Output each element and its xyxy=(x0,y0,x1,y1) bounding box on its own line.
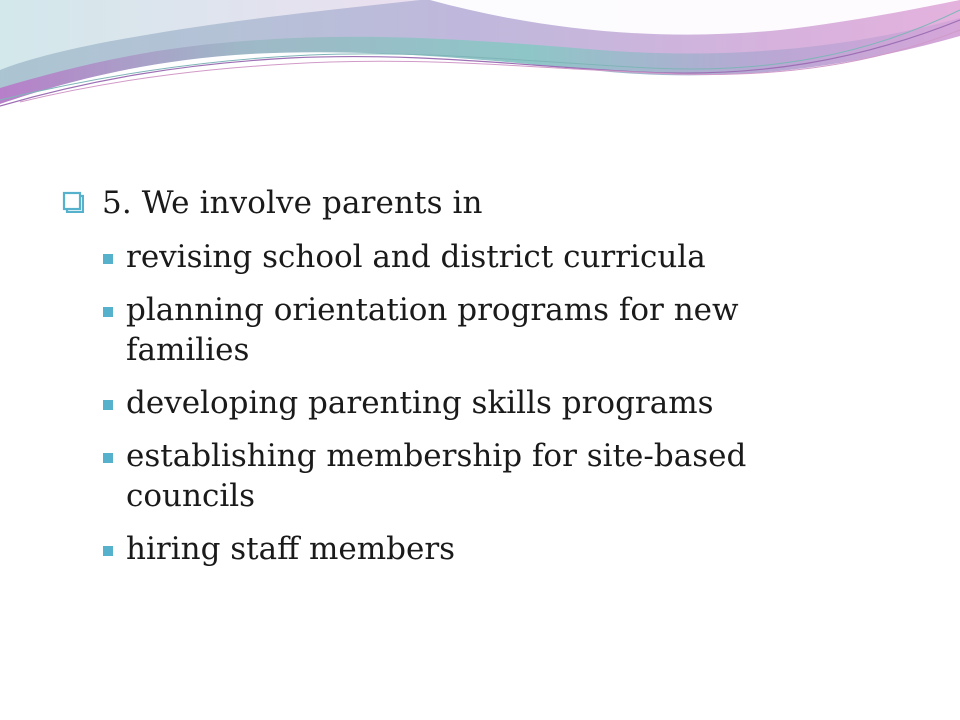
list-item-text: developing parenting skills programs xyxy=(126,385,714,421)
list-item xyxy=(103,529,823,569)
list-item-text: hiring staff members xyxy=(126,531,456,567)
list-item xyxy=(103,436,823,516)
list-item xyxy=(103,383,823,423)
list-item-text: revising school and district curricula xyxy=(126,239,706,275)
list-item-text: planning orientation programs for new families xyxy=(126,292,739,368)
list-item-text: establishing membership for site-based councils xyxy=(126,438,747,514)
heading-bullet-row xyxy=(62,181,922,225)
list-item xyxy=(103,290,823,370)
square-bullet-icon xyxy=(103,307,113,317)
square-bullet-icon xyxy=(103,453,113,463)
heading-text: 5. We involve parents in xyxy=(102,185,483,221)
square-bullet-icon xyxy=(103,546,113,556)
square-bullet-icon xyxy=(103,400,113,410)
sub-bullet-list xyxy=(103,237,823,582)
list-item xyxy=(103,237,823,277)
square-bullet-icon xyxy=(103,254,113,264)
hollow-square-bullet-icon xyxy=(62,191,84,213)
